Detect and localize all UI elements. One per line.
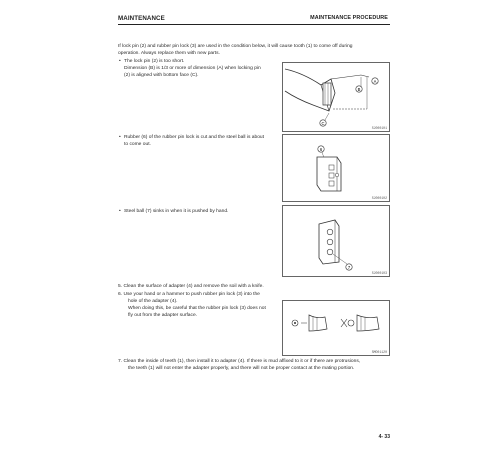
figure-3-caption: SJ000103 (371, 271, 387, 275)
bullet-2-line-1: • Rubber (6) of the rubber pin lock is cut and the steel ball is about (124, 134, 264, 141)
step-5: 5. Clean the surface of adapter (4) and remove the soil with a knife. (118, 284, 264, 289)
label-a: A (373, 78, 377, 84)
label-6: 6 (319, 146, 323, 152)
header-rule (118, 24, 390, 25)
figure-push-pin-lock (282, 300, 390, 356)
push-in-illustration (283, 301, 389, 355)
bullet-2-line-2: to come out. (124, 142, 151, 147)
label-b: B (357, 86, 361, 92)
figure-1-caption: SJ000101 (371, 126, 387, 130)
figure-steel-ball (282, 205, 390, 277)
step-7-line-2: the teeth (1) will not enter the adapter properly, and there will not be proper contact at the mating portion. (128, 366, 355, 371)
page-number: 4- 33 (378, 434, 390, 440)
figure-short-lock-pin (282, 62, 390, 132)
step-6-line-4: fly out from the adapter surface. (128, 313, 198, 318)
figure-rubber-cut (282, 134, 390, 202)
rubber-pin-lock-illustration (283, 135, 389, 201)
section-header: MAINTENANCE (118, 15, 165, 22)
step-6-line-1: 6. Use your hand or a hammer to push rubber pin lock (3) into the (118, 292, 260, 297)
figure-2-caption: SJ000102 (371, 196, 387, 200)
figure-4-caption: SMO01120 (371, 350, 387, 354)
subsection-header: MAINTENANCE PROCEDURE (310, 15, 388, 21)
step-6-line-2: hole of the adapter (4). (128, 299, 178, 304)
label-7: 7 (347, 264, 351, 270)
steel-ball-illustration (283, 206, 389, 276)
lock-pin-illustration (283, 63, 389, 131)
bullet-3: • Steel ball (7) sinks in when it is pushed by hand. (124, 208, 228, 215)
bullet-1-line-1: • The lock pin (2) is too short. (124, 58, 184, 65)
label-c: C (321, 120, 325, 126)
bullet-1-line-2: Dimension (B) is 1/3 or more of dimension (A) when locking pin (124, 66, 261, 71)
bullet-1-line-3: (2) is aligned with bottom face (C). (124, 73, 199, 78)
intro-line-2: operation. Always replace them with new parts. (118, 51, 220, 56)
step-6-line-3: When doing this, be careful that the rubber pin lock (3) does not (128, 306, 266, 311)
intro-line-1: If lock pin (2) and rubber pin lock (3) are used in the condition below, it will cause tooth (1) to come off during (118, 44, 353, 49)
step-7-line-1: 7. Clean the inside of teeth (1), then install it to adapter (4). If there is mud affixed to it or if there are protrusions, (118, 359, 361, 364)
